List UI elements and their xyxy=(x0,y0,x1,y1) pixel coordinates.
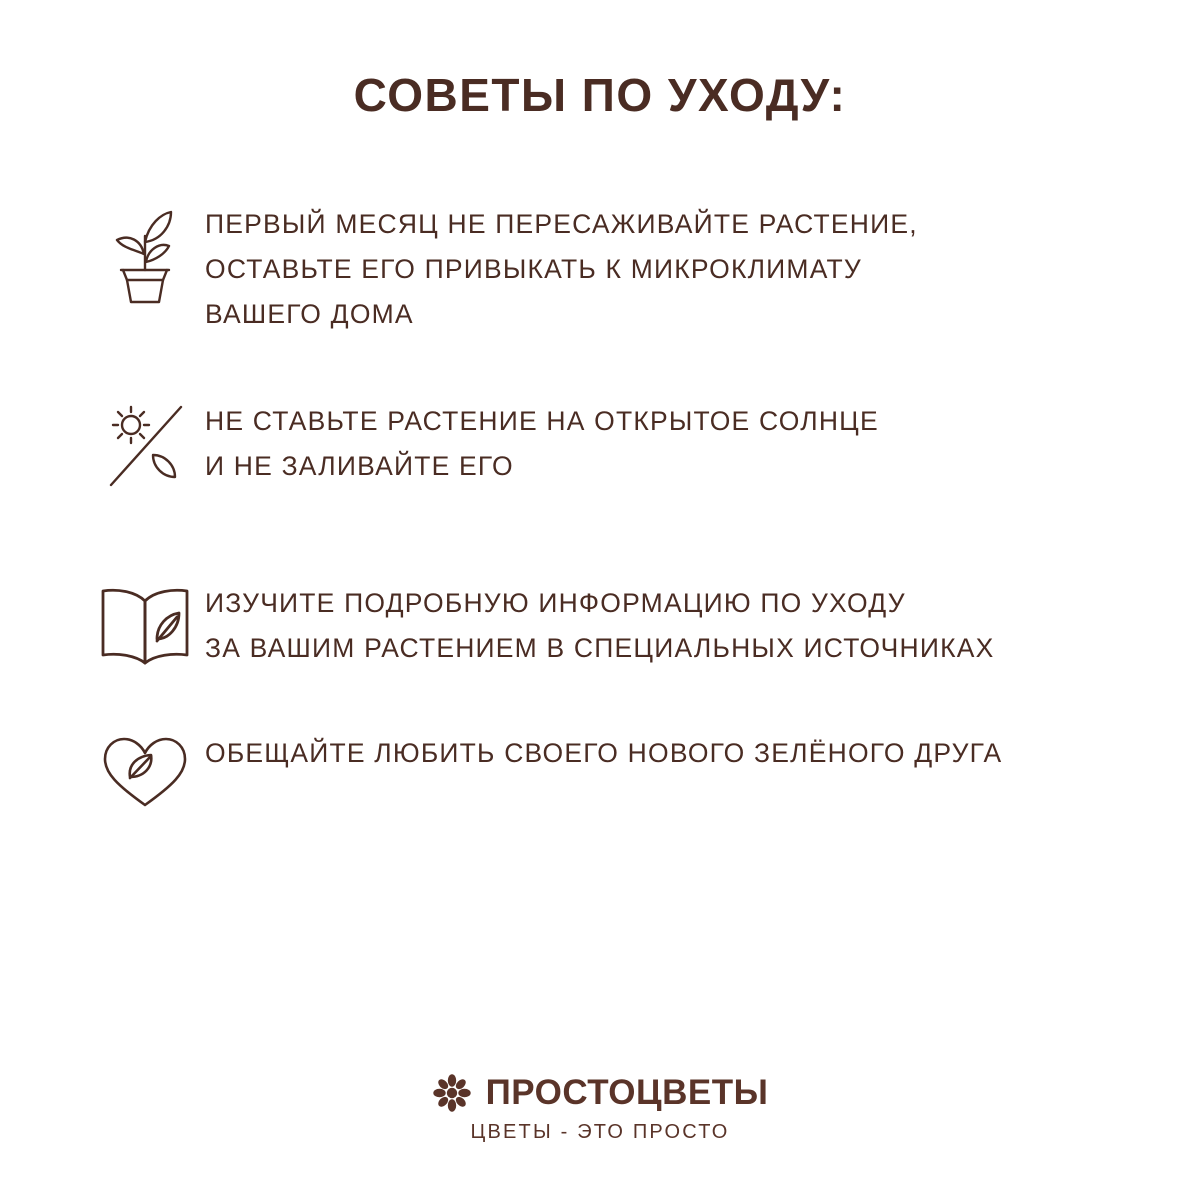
tips-list xyxy=(0,200,1200,841)
list-item-text xyxy=(205,200,1140,337)
tip-line: ОСТАВЬТЕ ЕГО ПРИВЫКАТЬ К МИКРОКЛИМАТУ xyxy=(205,254,862,284)
list-item xyxy=(85,200,1140,337)
open-book-icon xyxy=(85,579,205,691)
brand-tagline: ЦВЕТЫ - ЭТО ПРОСТО xyxy=(470,1121,730,1143)
brand-lockup xyxy=(0,1073,1200,1113)
list-item-text xyxy=(205,579,1140,671)
tip-line: ИЗУЧИТЕ ПОДРОБНУЮ ИНФОРМАЦИЮ ПО УХОДУ xyxy=(205,588,906,618)
list-item-text xyxy=(205,397,1140,489)
tip-line: И НЕ ЗАЛИВАЙТЕ ЕГО xyxy=(205,451,514,481)
no-direct-sun-icon xyxy=(85,397,205,509)
list-item-text xyxy=(205,729,1140,776)
list-item xyxy=(85,397,1140,509)
tip-line: ОБЕЩАЙТЕ ЛЮБИТЬ СВОЕГО НОВОГО ЗЕЛЁНОГО ДРУГА xyxy=(205,738,1003,768)
list-item xyxy=(85,579,1140,691)
tip-line: ПЕРВЫЙ МЕСЯЦ НЕ ПЕРЕСАЖИВАЙТЕ РАСТЕНИЕ, xyxy=(205,209,918,239)
list-item xyxy=(85,729,1140,841)
footer xyxy=(0,1073,1200,1144)
tip-line: ВАШЕГО ДОМА xyxy=(205,299,414,329)
potted-plant-icon xyxy=(85,200,205,312)
flower-logo-icon xyxy=(432,1073,472,1113)
brand-name: ПРОСТОЦВЕТЫ xyxy=(485,1073,769,1112)
tip-line: НЕ СТАВЬТЕ РАСТЕНИЕ НА ОТКРЫТОЕ СОЛНЦЕ xyxy=(205,406,879,436)
tip-line: ЗА ВАШИМ РАСТЕНИЕМ В СПЕЦИАЛЬНЫХ ИСТОЧНИКАХ xyxy=(205,633,995,663)
page-title: СОВЕТЫ ПО УХОДУ: xyxy=(353,69,847,121)
heart-leaf-icon xyxy=(85,729,205,841)
